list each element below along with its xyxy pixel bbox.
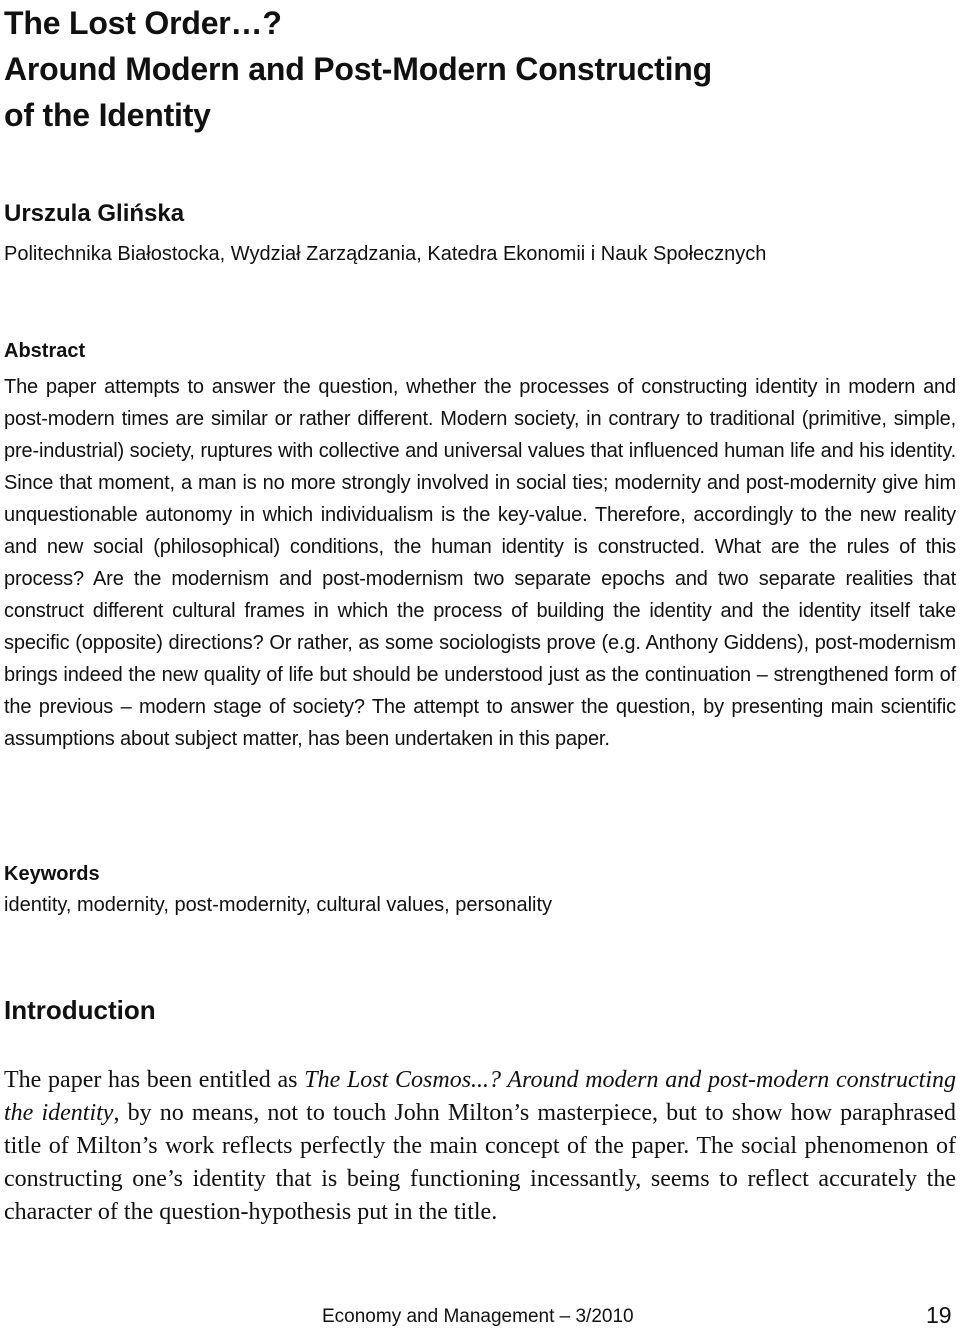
title-line-2: Around Modern and Post-Modern Constructing: [4, 51, 712, 87]
abstract-heading: Abstract: [4, 340, 86, 362]
abstract-text: The paper attempts to answer the question, whether the processes of constructing identity in modern and post-modern times are similar or rather different. Modern society, in contrary to traditional (primitive, simple, pre-industrial) society, ruptures with collective and universal values that influenced human life and his identity. Since that moment, a man is no more strongly involved in social ties; modernity and post-modernity give him unquestionable autonomy in which individualism is the key-value. Therefore, accordingly to the new reality and new social (philosophical) conditions, the human identity is constructed. What are the rules of this process? Are the modernism and post-modernism two separate epochs and two separate realities that construct different cultural frames in which the process of building the identity and the identity itself take specific (opposite) directions? Or rather, as some sociologists prove (e.g. Anthony Giddens), post-modernism brings indeed the new quality of life but should be understood just as the continuation – strengthened form of the previous – modern stage of society? The attempt to answer the question, by presenting main scientific assumptions about subject matter, has been undertaken in this paper.: [4, 376, 956, 750]
author-name: Urszula Glińska: [4, 200, 185, 227]
title-line-3: of the Identity: [4, 97, 211, 133]
intro-text-before: The paper has been entitled as: [4, 1067, 305, 1093]
page-number: 19: [926, 1302, 952, 1328]
footer-journal: Economy and Management – 3/2010: [322, 1306, 634, 1327]
introduction-heading: Introduction: [4, 995, 156, 1025]
keywords-heading: Keywords: [4, 863, 100, 885]
title-line-1: The Lost Order…?: [4, 5, 282, 41]
paper-title: [4, 0, 944, 138]
author-affiliation: Politechnika Białostocka, Wydział Zarządzania, Katedra Ekonomii i Nauk Społecznych: [4, 243, 767, 265]
intro-italic-title: The Lost Cosmos...? Around modern and post-modern constructing the identity: [4, 1067, 957, 1126]
intro-text-after: , by no means, not to touch John Milton’s masterpiece, but to show how paraphrased title of Milton’s work reflects perfectly the main concept of the paper. The social phenomenon of constructing one’s identity that is being functioning incessantly, seems to reflect accurately the character of the question-hypothesis put in the title.: [4, 1100, 957, 1225]
introduction-paragraph: [4, 1064, 956, 1229]
keywords-text: identity, modernity, post-modernity, cultural values, personality: [4, 894, 553, 916]
